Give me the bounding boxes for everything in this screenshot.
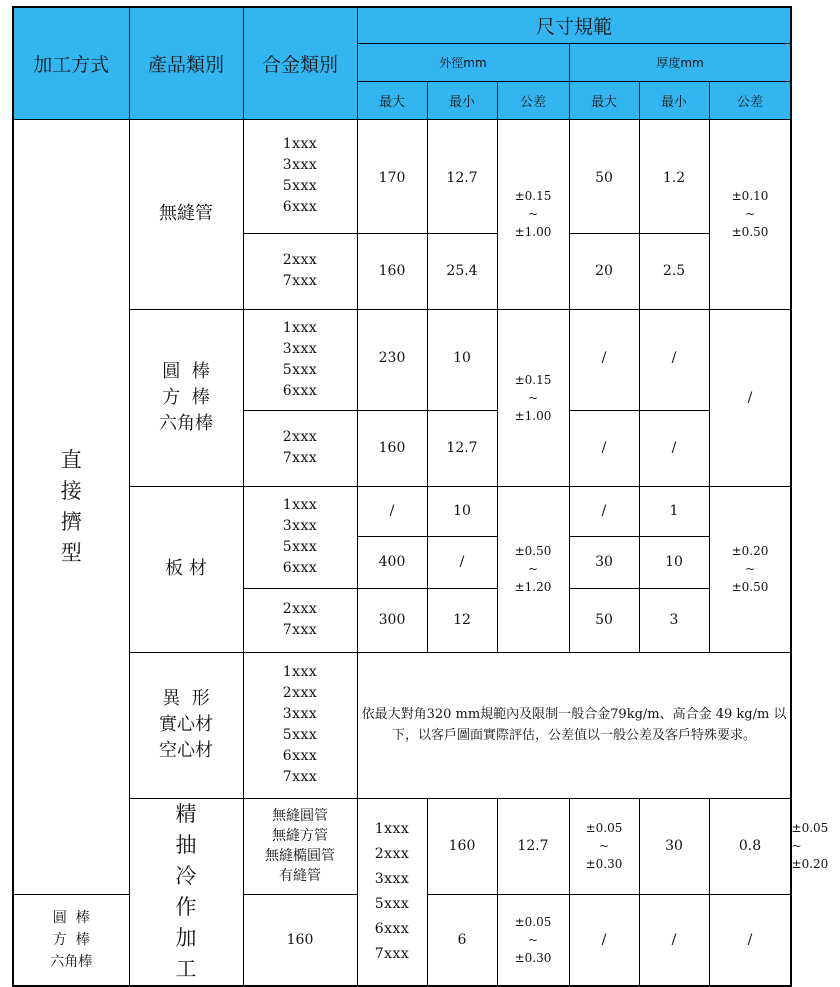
od-max: 160	[357, 233, 427, 309]
t-min: 0.8	[709, 798, 791, 894]
od-min: 25.4	[427, 233, 497, 309]
od-max: 300	[357, 588, 427, 652]
od-max: 170	[357, 119, 427, 233]
od-tolerance: ±0.05 ~ ±0.30	[569, 798, 639, 894]
header-outer-diameter: 外徑mm	[357, 43, 569, 81]
header-od-tolerance: 公差	[497, 81, 569, 119]
header-od-min: 最小	[427, 81, 497, 119]
header-thickness: 厚度mm	[569, 43, 791, 81]
t-max: 30	[639, 798, 709, 894]
header-od-max: 最大	[357, 81, 427, 119]
od-min: 10	[427, 309, 497, 410]
alloy-list: 2xxx 7xxx	[243, 588, 357, 652]
product-drawn-tubes: 無縫圓管 無縫方管 無縫橢圓管 有縫管	[243, 798, 357, 894]
alloy-list: 1xxx 2xxx 3xxx 5xxx 6xxx 7xxx	[357, 798, 427, 986]
t-tolerance: /	[709, 309, 791, 486]
od-tolerance: ±0.05 ~ ±0.30	[497, 894, 569, 985]
od-max: 160	[427, 798, 497, 894]
header-process: 加工方式	[13, 7, 129, 119]
header-alloy: 合金類別	[243, 7, 357, 119]
od-tolerance: ±0.15 ~ ±1.00	[497, 119, 569, 309]
t-min: 1.2	[639, 119, 709, 233]
od-min: 6	[427, 894, 497, 985]
alloy-list: 1xxx 2xxx 3xxx 5xxx 6xxx 7xxx	[243, 652, 357, 798]
t-min: /	[639, 894, 709, 985]
od-min: 12.7	[427, 410, 497, 486]
od-max: /	[357, 486, 427, 536]
od-max: 160	[243, 894, 357, 985]
od-min: /	[427, 536, 497, 588]
process-direct-extrusion: 直 接 擠 型	[13, 119, 129, 894]
product-profile: 異 形 實心材 空心材	[129, 652, 243, 798]
spec-sheet	[12, 6, 829, 981]
od-max: 160	[357, 410, 427, 486]
header-dimension: 尺寸規範	[357, 7, 791, 43]
alloy-list: 1xxx 3xxx 5xxx 6xxx	[243, 309, 357, 410]
t-min: 2.5	[639, 233, 709, 309]
t-max: /	[569, 486, 639, 536]
t-min: /	[639, 309, 709, 410]
header-t-max: 最大	[569, 81, 639, 119]
t-min: 3	[639, 588, 709, 652]
product-seamless-tube: 無縫管	[129, 119, 243, 309]
t-max: /	[569, 410, 639, 486]
od-max: 230	[357, 309, 427, 410]
t-tolerance: /	[709, 894, 791, 985]
t-max: 50	[569, 119, 639, 233]
specification-table: 加工方式 產品類別 合金類別 尺寸規範 外徑mm 厚度mm 最大 最小 公差 最大 最小 公差 直 接 擠 型 無縫管 1xxx 3xxx 5xxx 6xxx 170 12.7 ±0.15 ~ ±1.00 50 1.2 ±0.10 ~ ±0.50 2xxx 7xxx 160 25.4 20 2.5 圓 棒 方 棒 六角棒 1xxx 3xxx 5xxx 6xxx 230 10 ±0.15 ~ ±1.00 / / / 2xxx 7xxx 160 12.7 / / 板 材 1xxx 3xxx 5xxx 6xxx / 10 ±0.50 ~ ±1.20 / 1 ±0.20 ~ ±0.50 400 / 30 10 2xxx 7xxx 300 12 50 3 異 形 實心材 空心材 1xxx 2xxx 3xxx 5xxx 6xxx 7xxx 依最大對角320 mm規範內及限制一般合金79kg/m、高合金 49 kg/m 以下，以客戶圖面實際評估，公差值以一般公差及客戶特殊要求。 精 抽 冷 作 加 工 無縫圓管 無縫方管 無縫橢圓管 有縫管 1xxx 2xxx 3xxx 5xxx 6xxx 7xxx 160 12.7 ±0.05 ~ ±0.30 30 0.8 ±0.05 ~ ±0.20 圓 棒 方 棒 六角棒 160 6 ±0.05 ~ ±0.30 / / /	[12, 6, 792, 987]
t-max: 20	[569, 233, 639, 309]
t-min: 10	[639, 536, 709, 588]
header-product: 產品類別	[129, 7, 243, 119]
t-max: 50	[569, 588, 639, 652]
t-min: 1	[639, 486, 709, 536]
alloy-list: 1xxx 3xxx 5xxx 6xxx	[243, 486, 357, 588]
profile-note: 依最大對角320 mm規範內及限制一般合金79kg/m、高合金 49 kg/m 以下，以客戶圖面實際評估，公差值以一般公差及客戶特殊要求。	[357, 652, 791, 798]
od-tolerance: ±0.15 ~ ±1.00	[497, 309, 569, 486]
alloy-list: 2xxx 7xxx	[243, 233, 357, 309]
od-min: 10	[427, 486, 497, 536]
od-min: 12	[427, 588, 497, 652]
header-t-tolerance: 公差	[709, 81, 791, 119]
product-plate: 板 材	[129, 486, 243, 652]
product-drawn-bars: 圓 棒 方 棒 六角棒	[13, 894, 129, 985]
od-min: 12.7	[427, 119, 497, 233]
od-tolerance: ±0.50 ~ ±1.20	[497, 486, 569, 652]
t-tolerance: ±0.10 ~ ±0.50	[709, 119, 791, 309]
t-max: /	[569, 309, 639, 410]
od-max: 400	[357, 536, 427, 588]
header-t-min: 最小	[639, 81, 709, 119]
alloy-list: 2xxx 7xxx	[243, 410, 357, 486]
od-min: 12.7	[497, 798, 569, 894]
alloy-list: 1xxx 3xxx 5xxx 6xxx	[243, 119, 357, 233]
product-bar: 圓 棒 方 棒 六角棒	[129, 309, 243, 486]
t-min: /	[639, 410, 709, 486]
t-max: 30	[569, 536, 639, 588]
t-max: /	[569, 894, 639, 985]
t-tolerance: ±0.20 ~ ±0.50	[709, 486, 791, 652]
process-cold-drawn: 精 抽 冷 作 加 工	[129, 798, 243, 986]
